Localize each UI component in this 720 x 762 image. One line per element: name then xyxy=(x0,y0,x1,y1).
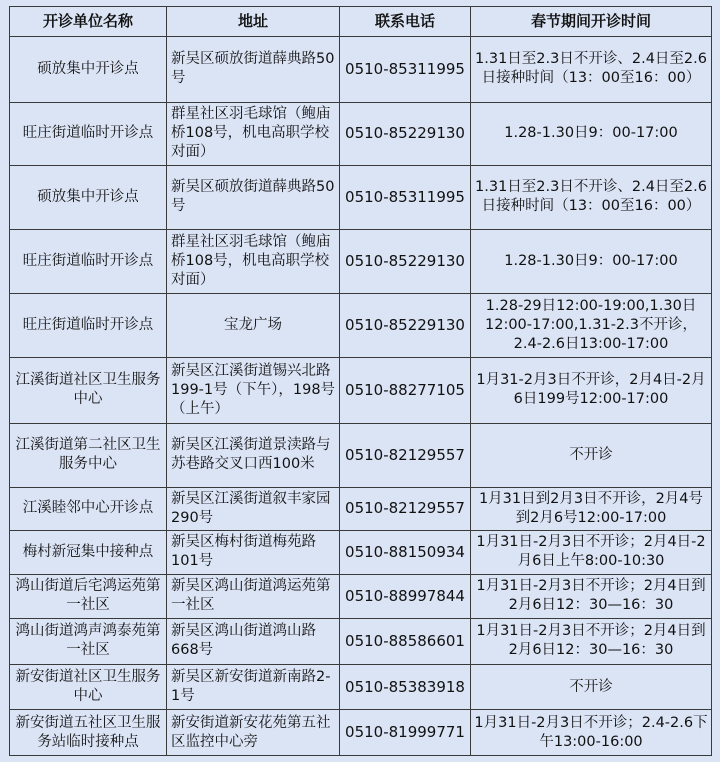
cell-phone: 0510-85229130 xyxy=(340,294,471,358)
table-row xyxy=(10,619,712,665)
cell-address: 新吴区硕放街道薛典路50号 xyxy=(167,37,340,103)
cell-hours: 1月31日到2月3日不开诊，2月4号到2月6号12:00-17:00 xyxy=(471,487,712,531)
cell-unit: 旺庄街道临时开诊点 xyxy=(10,230,167,294)
cell-phone: 0510-82129557 xyxy=(340,423,471,487)
cell-unit: 江溪睦邻中心开诊点 xyxy=(10,487,167,531)
cell-address: 新吴区江溪街道锡兴北路199-1号（下午），198号（上午） xyxy=(167,357,340,423)
cell-unit: 硕放集中开诊点 xyxy=(10,165,167,230)
cell-unit: 新安街道五社区卫生服务站临时接种点 xyxy=(10,710,167,756)
cell-hours: 1.28-29日12:00-19:00,1.30日12:00-17:00,1.31-2.3不开诊，2.4-2.6日13:00-17:00 xyxy=(471,294,712,358)
cell-phone: 0510-88150934 xyxy=(340,531,471,575)
cell-address: 新吴区鸿山街道鸿山路668号 xyxy=(167,619,340,665)
cell-phone: 0510-85311995 xyxy=(340,165,471,230)
cell-hours: 1.28-1.30日9：00-17:00 xyxy=(471,230,712,294)
header-phone: 联系电话 xyxy=(340,7,471,37)
cell-unit: 旺庄街道临时开诊点 xyxy=(10,102,167,165)
cell-hours: 1.31日至2.3日不开诊、2.4日至2.6日接种时间（13：00至16：00） xyxy=(471,37,712,103)
header-hours: 春节期间开诊时间 xyxy=(471,7,712,37)
cell-address: 新吴区江溪街道景渎路与苏巷路交叉口西100米 xyxy=(167,423,340,487)
cell-phone: 0510-81999771 xyxy=(340,710,471,756)
cell-address: 新吴区新安街道新南路2-1号 xyxy=(167,664,340,710)
table-header-row xyxy=(10,7,712,37)
cell-address: 宝龙广场 xyxy=(167,294,340,358)
cell-hours: 1月31日-2月3日不开诊；2.4-2.6下午13:00-16:00 xyxy=(471,710,712,756)
table-row xyxy=(10,294,712,358)
cell-phone: 0510-85383918 xyxy=(340,664,471,710)
cell-hours: 1.31日至2.3日不开诊、2.4日至2.6日接种时间（13：00至16：00） xyxy=(471,165,712,230)
cell-phone: 0510-88277105 xyxy=(340,357,471,423)
cell-address: 新吴区硕放街道薛典路50号 xyxy=(167,165,340,230)
cell-unit: 江溪街道第二社区卫生服务中心 xyxy=(10,423,167,487)
table-row xyxy=(10,230,712,294)
cell-unit: 旺庄街道临时开诊点 xyxy=(10,294,167,358)
cell-hours: 1.28-1.30日9：00-17:00 xyxy=(471,102,712,165)
table-row xyxy=(10,664,712,710)
cell-hours: 1月31日-2月3日不开诊；2月4日到2月6日12：30—16：30 xyxy=(471,619,712,665)
cell-phone: 0510-85311995 xyxy=(340,37,471,103)
header-address: 地址 xyxy=(167,7,340,37)
cell-address: 新安街道新安花苑第五社区监控中心旁 xyxy=(167,710,340,756)
cell-address: 群星社区羽毛球馆（鲍庙桥108号，机电高职学校对面） xyxy=(167,102,340,165)
cell-unit: 硕放集中开诊点 xyxy=(10,37,167,103)
table-row xyxy=(10,531,712,575)
cell-hours: 1月31日-2月3日不开诊；2月4日-2月6日上午8:00-10:30 xyxy=(471,531,712,575)
cell-unit: 鸿山街道后宅鸿运苑第一社区 xyxy=(10,574,167,619)
cell-phone: 0510-85229130 xyxy=(340,102,471,165)
cell-phone: 0510-82129557 xyxy=(340,487,471,531)
cell-hours: 不开诊 xyxy=(471,423,712,487)
cell-hours: 不开诊 xyxy=(471,664,712,710)
cell-hours: 1月31日-2月3日不开诊；2月4日到2月6日12：30—16：30 xyxy=(471,574,712,619)
cell-address: 群星社区羽毛球馆（鲍庙桥108号，机电高职学校对面） xyxy=(167,230,340,294)
table-row xyxy=(10,37,712,103)
table-row xyxy=(10,102,712,165)
table-row xyxy=(10,574,712,619)
table-row xyxy=(10,423,712,487)
cell-address: 新吴区鸿山街道鸿运苑第一社区 xyxy=(167,574,340,619)
header-unit: 开诊单位名称 xyxy=(10,7,167,37)
table-row xyxy=(10,710,712,756)
cell-hours: 1月31-2月3日不开诊，2月4日-2月6日199号12:00-17:00 xyxy=(471,357,712,423)
table-row xyxy=(10,165,712,230)
cell-address: 新吴区梅村街道梅苑路101号 xyxy=(167,531,340,575)
table-row xyxy=(10,357,712,423)
cell-address: 新吴区江溪街道叙丰家园290号 xyxy=(167,487,340,531)
cell-unit: 鸿山街道鸿声鸿泰苑第一社区 xyxy=(10,619,167,665)
cell-unit: 梅村新冠集中接种点 xyxy=(10,531,167,575)
table-row xyxy=(10,487,712,531)
clinic-schedule-sheet xyxy=(9,6,711,756)
cell-phone: 0510-85229130 xyxy=(340,230,471,294)
clinic-schedule-table xyxy=(9,6,712,756)
cell-phone: 0510-88586601 xyxy=(340,619,471,665)
cell-unit: 江溪街道社区卫生服务中心 xyxy=(10,357,167,423)
cell-unit: 新安街道社区卫生服务中心 xyxy=(10,664,167,710)
cell-phone: 0510-88997844 xyxy=(340,574,471,619)
